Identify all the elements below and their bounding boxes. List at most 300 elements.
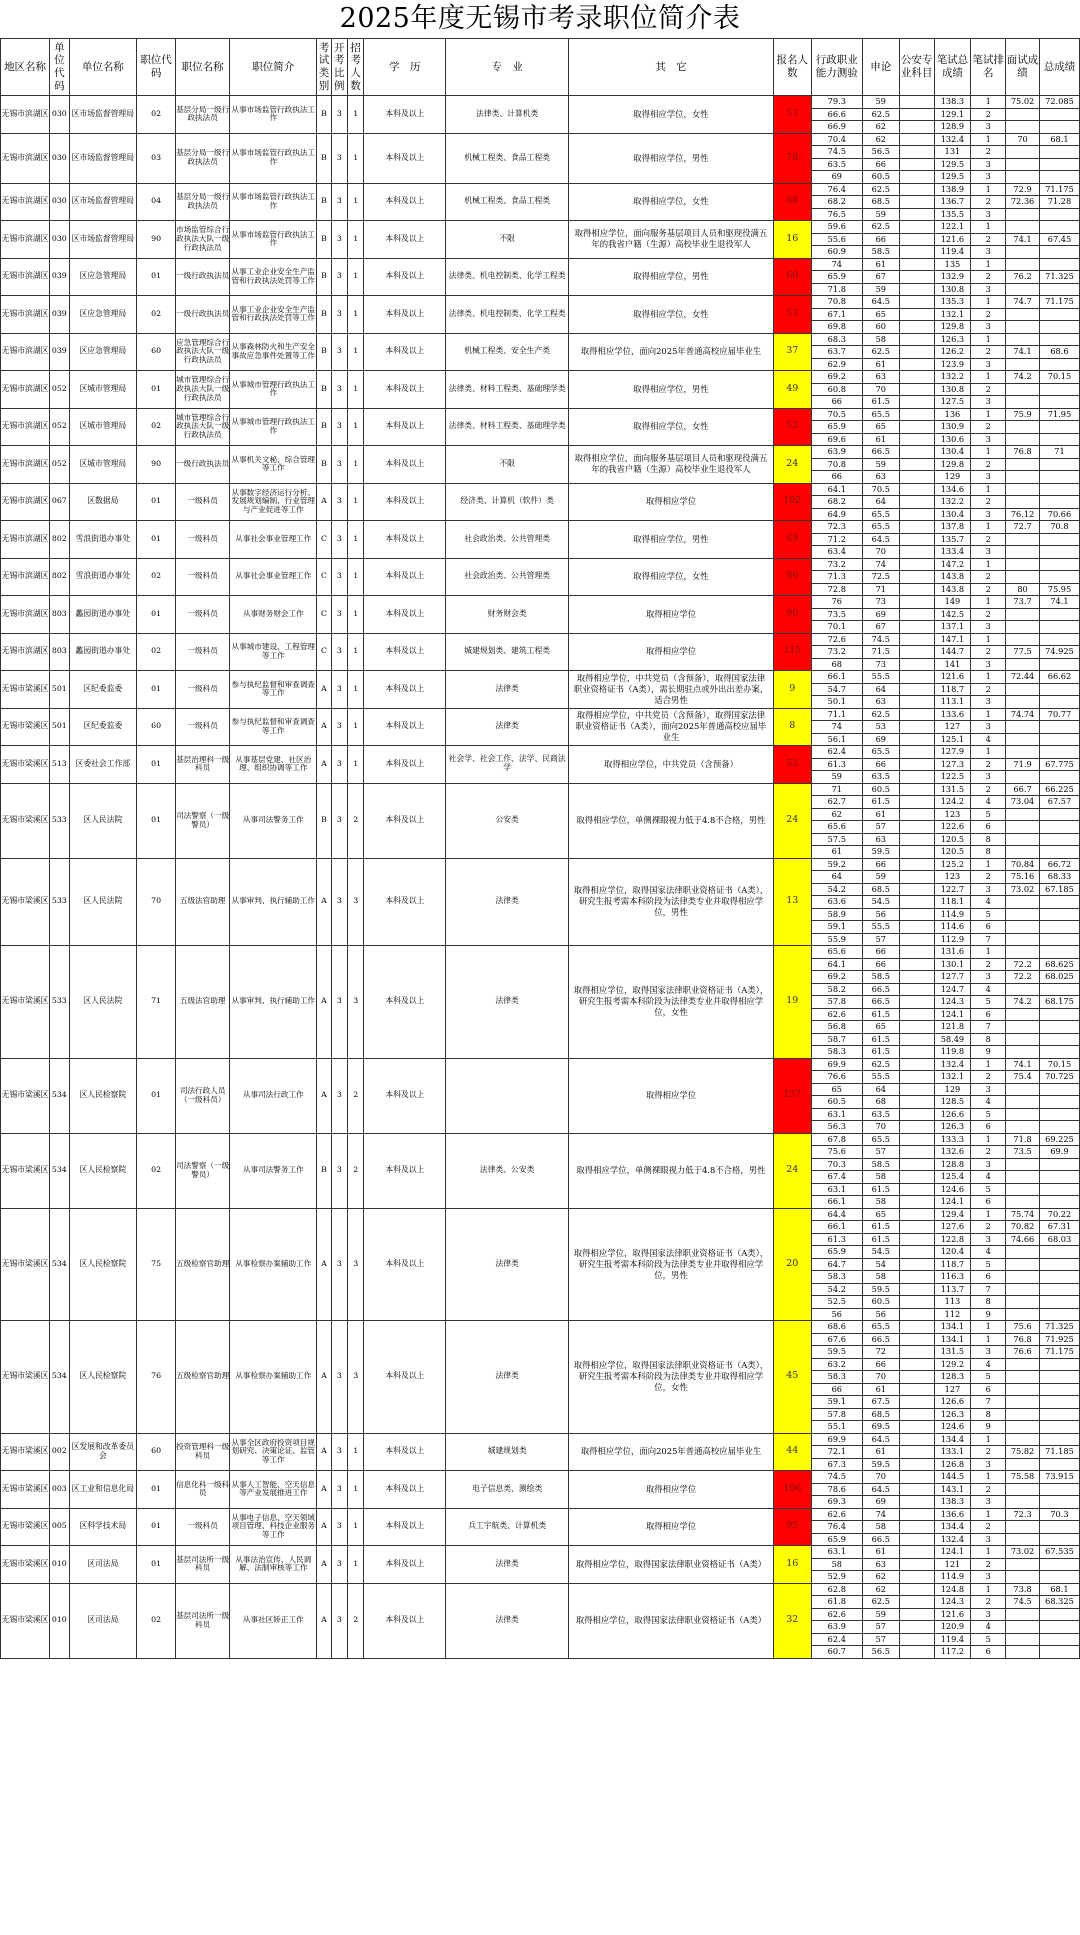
shenlun-score: 66 [862, 946, 899, 959]
written-total: 137.1 [934, 621, 971, 634]
special-score [899, 896, 934, 909]
total-score: 70.22 [1039, 1208, 1079, 1221]
recruit-count-cell: 1 [347, 333, 363, 371]
shenlun-score: 61.5 [862, 1046, 899, 1059]
unit-code-cell: 030 [50, 183, 69, 221]
major-cell: 法律类 [446, 1583, 569, 1658]
interview-score [1006, 383, 1040, 396]
written-total: 129 [934, 471, 971, 484]
shenlun-score: 62 [862, 1583, 899, 1596]
other-req-cell: 取得相应学位 [569, 1471, 774, 1509]
score-row [1, 333, 1080, 346]
xingce-score: 59.6 [811, 221, 862, 234]
total-score [1039, 1358, 1079, 1371]
xingce-score: 62.9 [811, 358, 862, 371]
recruit-count-cell: 1 [347, 1508, 363, 1546]
recruit-count-cell: 1 [347, 746, 363, 784]
shenlun-score: 55.5 [862, 671, 899, 684]
position-intro-cell: 从事财务财会工作 [230, 596, 317, 634]
education-cell: 本科及以上 [364, 558, 446, 596]
major-cell: 财务财会类 [446, 596, 569, 634]
special-score [899, 671, 934, 684]
total-score [1039, 208, 1079, 221]
unit-code-cell: 533 [50, 783, 69, 858]
recruit-count-cell: 1 [347, 708, 363, 746]
xingce-score: 63.9 [811, 446, 862, 459]
interview-score: 76.8 [1006, 446, 1040, 459]
special-score [899, 308, 934, 321]
interview-score [1006, 1258, 1040, 1271]
unit-name-cell: 区纪委监委 [69, 671, 137, 709]
recruit-count-cell: 1 [347, 408, 363, 446]
xingce-score: 63.1 [811, 1108, 862, 1121]
xingce-score: 65.9 [811, 1533, 862, 1546]
total-score [1039, 221, 1079, 234]
other-req-cell: 取得相应学位，面向2025年普通高校应届毕业生 [569, 1433, 774, 1471]
ratio-cell: 3 [331, 1133, 347, 1208]
shenlun-score: 71.5 [862, 646, 899, 659]
written-total: 124.8 [934, 1583, 971, 1596]
written-total: 114.6 [934, 921, 971, 934]
xingce-score: 65.9 [811, 421, 862, 434]
education-cell: 本科及以上 [364, 371, 446, 409]
other-req-cell: 取得相应学位，取得国家法律职业资格证书（A类） [569, 1546, 774, 1584]
xingce-score: 62.7 [811, 796, 862, 809]
special-score [899, 1408, 934, 1421]
special-score [899, 233, 934, 246]
score-row [1, 746, 1080, 759]
xingce-score: 74.5 [811, 1471, 862, 1484]
total-score [1039, 1308, 1079, 1321]
interview-score [1006, 458, 1040, 471]
applicant-count-cell: 90 [773, 596, 811, 634]
interview-score [1006, 1621, 1040, 1634]
special-score [899, 983, 934, 996]
xingce-score: 73.2 [811, 646, 862, 659]
region-cell: 无锡市滨湖区 [1, 258, 50, 296]
special-score [899, 1358, 934, 1371]
region-cell: 无锡市梁溪区 [1, 1133, 50, 1208]
score-row [1, 1133, 1080, 1146]
interview-score: 74.2 [1006, 996, 1040, 1009]
region-cell: 无锡市滨湖区 [1, 521, 50, 559]
xingce-score: 65.6 [811, 946, 862, 959]
position-intro-cell: 从事司法行政工作 [230, 1058, 317, 1133]
special-score [899, 1233, 934, 1246]
xingce-score: 69 [811, 171, 862, 184]
xingce-score: 58.9 [811, 908, 862, 921]
total-score: 71.175 [1039, 183, 1079, 196]
major-cell: 社会政治类、公共管理类 [446, 521, 569, 559]
written-total: 132.2 [934, 496, 971, 509]
shenlun-score: 60.5 [862, 171, 899, 184]
xingce-score: 65.6 [811, 821, 862, 834]
exam-type-cell: B [317, 221, 331, 259]
applicant-count-cell: 13 [773, 858, 811, 946]
position-code-cell: 03 [137, 133, 176, 183]
position-intro-cell: 从事工业企业安全生产监管和行政执法处罚等工作 [230, 296, 317, 334]
special-score [899, 1646, 934, 1659]
education-cell: 本科及以上 [364, 521, 446, 559]
position-intro-cell: 从事机关文秘、综合管理等工作 [230, 446, 317, 484]
other-req-cell: 取得相应学位 [569, 483, 774, 521]
position-code-cell: 01 [137, 521, 176, 559]
recruit-count-cell: 3 [347, 946, 363, 1059]
shenlun-score: 57 [862, 1146, 899, 1159]
shenlun-score: 59 [862, 283, 899, 296]
written-total: 143.8 [934, 583, 971, 596]
written-total: 132.4 [934, 133, 971, 146]
shenlun-score: 57 [862, 933, 899, 946]
written-total: 138.9 [934, 183, 971, 196]
written-total: 118.7 [934, 1258, 971, 1271]
xingce-score: 68.6 [811, 1321, 862, 1334]
header-recruit: 招考人数 [347, 39, 363, 96]
written-total: 112.9 [934, 933, 971, 946]
unit-code-cell: 039 [50, 258, 69, 296]
written-total: 128.3 [934, 1371, 971, 1384]
written-rank: 1 [971, 183, 1006, 196]
shenlun-score: 63 [862, 371, 899, 384]
region-cell: 无锡市滨湖区 [1, 333, 50, 371]
position-name-cell: 城市管理综合行政执法大队一级行政执法员 [176, 408, 230, 446]
shenlun-score: 58.5 [862, 971, 899, 984]
interview-score: 74.1 [1006, 346, 1040, 359]
written-rank: 4 [971, 983, 1006, 996]
total-score [1039, 158, 1079, 171]
xingce-score: 61 [811, 846, 862, 859]
shenlun-score: 59 [862, 96, 899, 109]
shenlun-score: 74.5 [862, 633, 899, 646]
interview-score: 73.04 [1006, 796, 1040, 809]
applicant-count-cell: 78 [773, 133, 811, 183]
other-req-cell: 取得相应学位 [569, 1508, 774, 1546]
special-score [899, 96, 934, 109]
special-score [899, 921, 934, 934]
special-score [899, 558, 934, 571]
special-score [899, 1446, 934, 1459]
applicant-count-cell: 69 [773, 521, 811, 559]
xingce-score: 54.2 [811, 1283, 862, 1296]
special-score [899, 183, 934, 196]
special-score [899, 633, 934, 646]
total-score: 68.625 [1039, 958, 1079, 971]
total-score [1039, 171, 1079, 184]
written-rank: 1 [971, 1471, 1006, 1484]
total-score [1039, 471, 1079, 484]
interview-score [1006, 1421, 1040, 1434]
score-row [1, 558, 1080, 571]
total-score [1039, 308, 1079, 321]
other-req-cell: 取得相应学位，男性 [569, 258, 774, 296]
xingce-score: 65.9 [811, 1246, 862, 1259]
total-score: 67.31 [1039, 1221, 1079, 1234]
exam-type-cell: B [317, 408, 331, 446]
xingce-score: 66.1 [811, 671, 862, 684]
special-score [899, 946, 934, 959]
shenlun-score: 70 [862, 1371, 899, 1384]
education-cell: 本科及以上 [364, 1583, 446, 1658]
special-score [899, 808, 934, 821]
total-score [1039, 558, 1079, 571]
interview-score: 72.44 [1006, 671, 1040, 684]
education-cell: 本科及以上 [364, 783, 446, 858]
position-name-cell: 一级科员 [176, 671, 230, 709]
major-cell: 法律类 [446, 1321, 569, 1434]
ratio-cell: 3 [331, 596, 347, 634]
xingce-score: 58.3 [811, 1371, 862, 1384]
unit-code-cell: 039 [50, 296, 69, 334]
exam-type-cell: A [317, 1321, 331, 1434]
shenlun-score: 65 [862, 308, 899, 321]
interview-score: 75.58 [1006, 1471, 1040, 1484]
other-req-cell: 取得相应学位，取得国家法律职业资格证书（A类），研究生报考需本科阶段为法律类专业并取得相应学位，女性 [569, 1321, 774, 1434]
position-code-cell: 01 [137, 596, 176, 634]
written-total: 121.6 [934, 671, 971, 684]
special-score [899, 433, 934, 446]
interview-score: 75.9 [1006, 408, 1040, 421]
score-row [1, 1208, 1080, 1221]
interview-score [1006, 1283, 1040, 1296]
region-cell: 无锡市梁溪区 [1, 1321, 50, 1434]
major-cell: 不限 [446, 446, 569, 484]
ratio-cell: 3 [331, 521, 347, 559]
header-xingce: 行政职业能力测验 [811, 39, 862, 96]
position-name-cell: 司法警察（一级警员） [176, 1133, 230, 1208]
interview-score [1006, 171, 1040, 184]
other-req-cell: 取得相应学位，中共党员（含预备） [569, 746, 774, 784]
special-score [899, 358, 934, 371]
region-cell: 无锡市梁溪区 [1, 1058, 50, 1133]
unit-code-cell: 533 [50, 946, 69, 1059]
recruit-count-cell: 1 [347, 1471, 363, 1509]
xingce-score: 70.4 [811, 133, 862, 146]
written-total: 113.1 [934, 696, 971, 709]
interview-score [1006, 1408, 1040, 1421]
total-score: 68.1 [1039, 1583, 1079, 1596]
education-cell: 本科及以上 [364, 183, 446, 221]
shenlun-score: 62.5 [862, 221, 899, 234]
interview-score [1006, 808, 1040, 821]
position-intro-cell: 从事工业企业安全生产监管和行政执法处罚等工作 [230, 258, 317, 296]
major-cell: 法律类 [446, 946, 569, 1059]
total-score [1039, 1196, 1079, 1209]
xingce-score: 55.6 [811, 233, 862, 246]
recruit-count-cell: 1 [347, 371, 363, 409]
written-total: 121.6 [934, 233, 971, 246]
education-cell: 本科及以上 [364, 1321, 446, 1434]
region-cell: 无锡市滨湖区 [1, 133, 50, 183]
ratio-cell: 3 [331, 133, 347, 183]
special-score [899, 146, 934, 159]
written-rank: 1 [971, 946, 1006, 959]
xingce-score: 76.4 [811, 1521, 862, 1534]
xingce-score: 55.1 [811, 1421, 862, 1434]
special-score [899, 208, 934, 221]
written-total: 132.9 [934, 271, 971, 284]
written-total: 124.2 [934, 796, 971, 809]
recruit-count-cell: 1 [347, 596, 363, 634]
score-row [1, 783, 1080, 796]
shenlun-score: 71 [862, 583, 899, 596]
position-code-cell: 90 [137, 221, 176, 259]
shenlun-score: 63 [862, 696, 899, 709]
major-cell: 法律类 [446, 708, 569, 746]
page-title: 2025年度无锡市考录职位简介表 [339, 3, 741, 34]
education-cell: 本科及以上 [364, 221, 446, 259]
position-intro-cell: 参与执纪监督和审查调查等工作 [230, 671, 317, 709]
region-cell: 无锡市梁溪区 [1, 1471, 50, 1509]
written-total: 129.5 [934, 171, 971, 184]
education-cell: 本科及以上 [364, 671, 446, 709]
shenlun-score: 66 [862, 1358, 899, 1371]
special-score [899, 1208, 934, 1221]
written-total: 129.5 [934, 158, 971, 171]
special-score [899, 608, 934, 621]
positions-body [1, 96, 1080, 1659]
written-rank: 4 [971, 796, 1006, 809]
written-rank: 4 [971, 1621, 1006, 1634]
interview-score [1006, 621, 1040, 634]
shenlun-score: 58.5 [862, 1158, 899, 1171]
written-rank: 3 [971, 721, 1006, 734]
written-rank: 6 [971, 1383, 1006, 1396]
xingce-score: 74.5 [811, 146, 862, 159]
score-row [1, 858, 1080, 871]
position-name-cell: 五级检察官助理 [176, 1321, 230, 1434]
position-intro-cell: 从事森林防火和生产安全事故应急事件处置等工作 [230, 333, 317, 371]
written-total: 124.1 [934, 1196, 971, 1209]
special-score [899, 1258, 934, 1271]
score-row [1, 633, 1080, 646]
interview-score [1006, 208, 1040, 221]
header-row [1, 39, 1080, 96]
written-total: 126.2 [934, 346, 971, 359]
special-score [899, 1508, 934, 1521]
position-intro-cell: 从事人工智能、空天信息等产业发展推进工作 [230, 1471, 317, 1509]
written-total: 112 [934, 1308, 971, 1321]
ratio-cell: 3 [331, 258, 347, 296]
shenlun-score: 74 [862, 1508, 899, 1521]
total-score [1039, 1371, 1079, 1384]
applicant-count-cell: 19 [773, 946, 811, 1059]
interview-score [1006, 246, 1040, 259]
special-score [899, 1396, 934, 1409]
region-cell: 无锡市梁溪区 [1, 1546, 50, 1584]
unit-code-cell: 003 [50, 1471, 69, 1509]
education-cell: 本科及以上 [364, 96, 446, 134]
interview-score [1006, 158, 1040, 171]
written-rank: 3 [971, 433, 1006, 446]
shenlun-score: 62.5 [862, 708, 899, 721]
interview-score: 75.74 [1006, 1208, 1040, 1221]
recruit-count-cell: 2 [347, 1133, 363, 1208]
written-rank: 1 [971, 483, 1006, 496]
exam-type-cell: A [317, 858, 331, 946]
other-req-cell: 取得相应学位，面向2025年普通高校应届毕业生 [569, 333, 774, 371]
special-score [899, 1146, 934, 1159]
unit-code-cell: 803 [50, 596, 69, 634]
total-score [1039, 983, 1079, 996]
shenlun-score: 61 [862, 358, 899, 371]
xingce-score: 71.8 [811, 283, 862, 296]
total-score [1039, 533, 1079, 546]
shenlun-score: 62.5 [862, 183, 899, 196]
position-name-cell: 投资管理科一级科员 [176, 1433, 230, 1471]
written-total: 119.4 [934, 1633, 971, 1646]
written-rank: 6 [971, 1008, 1006, 1021]
special-score [899, 746, 934, 759]
recruit-count-cell: 2 [347, 1058, 363, 1133]
shenlun-score: 65.5 [862, 408, 899, 421]
interview-score: 74.66 [1006, 1233, 1040, 1246]
xingce-score: 64.1 [811, 483, 862, 496]
written-total: 132.1 [934, 308, 971, 321]
written-rank: 2 [971, 421, 1006, 434]
recruit-count-cell: 1 [347, 633, 363, 671]
unit-code-cell: 030 [50, 133, 69, 183]
interview-score [1006, 1383, 1040, 1396]
exam-type-cell: C [317, 633, 331, 671]
written-rank: 3 [971, 396, 1006, 409]
recruit-count-cell: 1 [347, 521, 363, 559]
xingce-score: 56.8 [811, 1021, 862, 1034]
xingce-score: 69.6 [811, 433, 862, 446]
special-score [899, 321, 934, 334]
xingce-score: 56.3 [811, 1121, 862, 1134]
position-name-cell: 五级检察官助理 [176, 1208, 230, 1321]
interview-score: 75.4 [1006, 1071, 1040, 1084]
recruit-count-cell: 3 [347, 1321, 363, 1434]
unit-name-cell: 蠡园街道办事处 [69, 596, 137, 634]
position-intro-cell: 从事城市建设、工程管理等工作 [230, 633, 317, 671]
score-row [1, 1583, 1080, 1596]
region-cell: 无锡市梁溪区 [1, 1433, 50, 1471]
interview-score [1006, 1108, 1040, 1121]
written-total: 129.2 [934, 1358, 971, 1371]
position-intro-cell: 从事审判、执行辅助工作 [230, 946, 317, 1059]
special-score [899, 1608, 934, 1621]
special-score [899, 446, 934, 459]
special-score [899, 283, 934, 296]
special-score [899, 1021, 934, 1034]
score-row [1, 446, 1080, 459]
written-total: 136.7 [934, 196, 971, 209]
xingce-score: 66.1 [811, 1221, 862, 1234]
special-score [899, 1221, 934, 1234]
shenlun-score: 66.5 [862, 1333, 899, 1346]
written-total: 132.6 [934, 1146, 971, 1159]
xingce-score: 57.8 [811, 1408, 862, 1421]
special-score [899, 683, 934, 696]
written-rank: 2 [971, 683, 1006, 696]
total-score [1039, 146, 1079, 159]
written-total: 124.6 [934, 1421, 971, 1434]
ratio-cell: 3 [331, 333, 347, 371]
shenlun-score: 57 [862, 1633, 899, 1646]
special-score [899, 1471, 934, 1484]
written-rank: 7 [971, 1283, 1006, 1296]
special-score [899, 1496, 934, 1509]
xingce-score: 62.6 [811, 1008, 862, 1021]
special-score [899, 246, 934, 259]
unit-code-cell: 501 [50, 671, 69, 709]
written-total: 119.4 [934, 246, 971, 259]
xingce-score: 57.8 [811, 996, 862, 1009]
ratio-cell: 3 [331, 221, 347, 259]
position-code-cell: 90 [137, 446, 176, 484]
position-code-cell: 01 [137, 671, 176, 709]
